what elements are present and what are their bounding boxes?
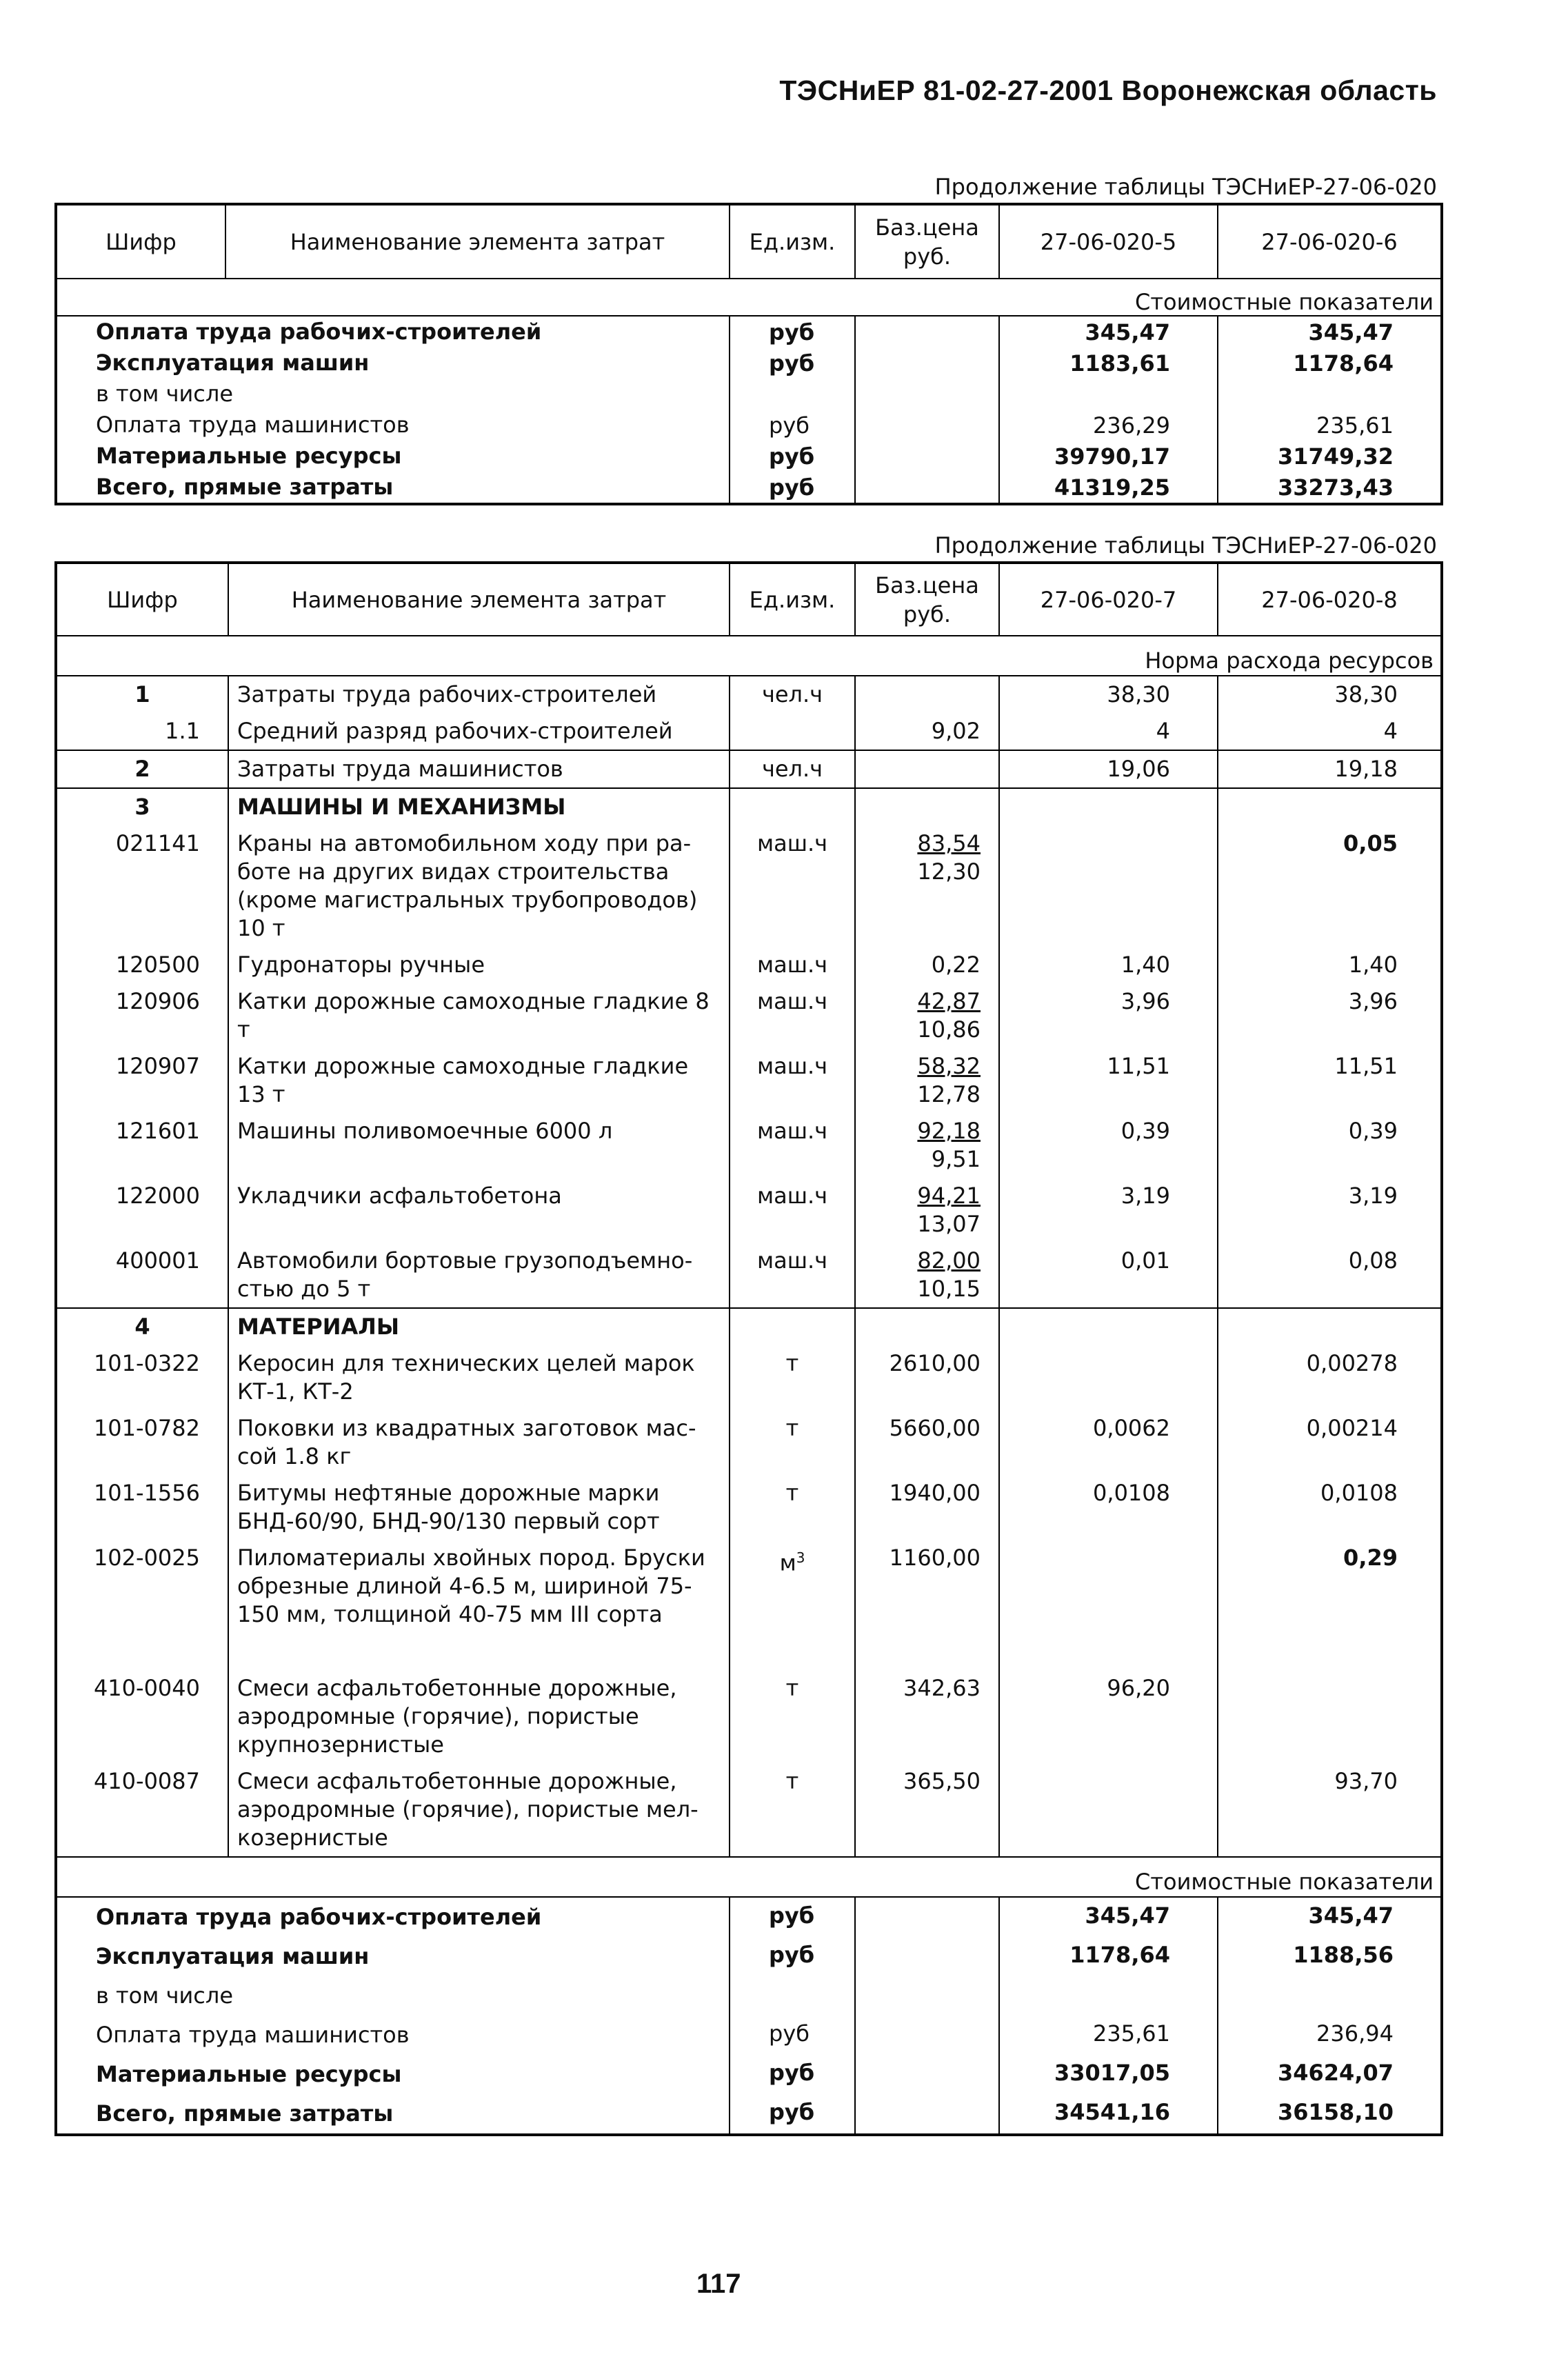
norm-row-value-1: 3,96 <box>999 983 1218 1048</box>
norm-row-value-1: 0,0062 <box>999 1410 1218 1475</box>
cost-row <box>56 348 1442 379</box>
norm-row-value-2: 0,05 <box>1343 830 1398 856</box>
cost-row <box>56 472 1442 504</box>
cost-row-unit: руб <box>730 1897 855 1937</box>
norm-row-name: Затраты труда рабочих-строителей <box>228 676 730 713</box>
norm-table-2 <box>54 561 1443 2136</box>
cost-row-unit: руб <box>730 2055 855 2094</box>
cost-row-name: Всего, прямые затраты <box>56 2094 730 2135</box>
cost-row-unit: руб <box>730 1937 855 1976</box>
norm-row <box>56 1178 1442 1243</box>
cost-row-unit: руб <box>730 316 855 348</box>
norm-row-name: Смеси асфальтобетонные дорожные, аэродромные (горячие), пористые крупнозернистые <box>228 1633 730 1763</box>
norm-row-value-2: 19,18 <box>1218 750 1442 788</box>
norm-row-unit: маш.ч <box>730 947 855 983</box>
norm-row-value-1: 4 <box>999 713 1218 750</box>
norm-row-price <box>855 947 999 983</box>
norm-row-value-2: 3,19 <box>1348 1183 1398 1209</box>
norm-row-code: 122000 <box>56 1178 228 1243</box>
norm-row-unit <box>730 1308 855 1345</box>
price-value: 2610,00 <box>889 1350 981 1376</box>
norm-row-price <box>855 1410 999 1475</box>
norm-row-name: Катки дорожные самоходные гладкие 8 т <box>228 983 730 1048</box>
price-value: 58,32 <box>917 1053 981 1079</box>
cost-row-value-1: 39790,17 <box>999 441 1218 472</box>
norm-row-value-1: 1,40 <box>999 947 1218 983</box>
norm-row-code: 410-0040 <box>56 1633 228 1763</box>
cost-row-value-2: 1188,56 <box>1293 1942 1394 1968</box>
norm-row-unit <box>730 1540 855 1633</box>
norm-row <box>56 713 1442 750</box>
norm-row-code: 101-0782 <box>56 1410 228 1475</box>
price-value: 83,54 <box>917 830 981 856</box>
cost-row-price <box>855 316 999 348</box>
cost-row-value-2: 1178,64 <box>1293 350 1394 376</box>
norm-row-price <box>855 1178 999 1243</box>
norm-row <box>56 825 1442 947</box>
cost-row-value-1: 33017,05 <box>999 2055 1218 2094</box>
section-label: Норма расхода ресурсов <box>56 636 1442 676</box>
cost-row-name: Материальные ресурсы <box>56 441 730 472</box>
col-header-code: Шифр <box>56 563 228 636</box>
price-value-secondary: 10,15 <box>917 1276 981 1302</box>
cost-row-value-1: 235,61 <box>999 2016 1218 2055</box>
table1-section-row <box>56 279 1442 316</box>
norm-row-price <box>855 1475 999 1540</box>
norm-row <box>56 1113 1442 1178</box>
cost-row-unit: руб <box>730 410 855 441</box>
col-header-value-1: 27-06-020-5 <box>999 204 1218 279</box>
cost-row-value-2: 36158,10 <box>1277 2099 1394 2125</box>
cost-row-price <box>855 1937 999 1976</box>
norm-row-value-1: 0,39 <box>999 1113 1218 1178</box>
table2-cost-section-row <box>56 1857 1442 1897</box>
cost-row-value-1: 1183,61 <box>999 348 1218 379</box>
cost-row-price <box>855 2094 999 2135</box>
norm-row-value-2: 1,40 <box>1348 952 1398 978</box>
norm-row-name: Машины поливомоечные 6000 л <box>228 1113 730 1178</box>
norm-row <box>56 750 1442 788</box>
norm-row-value-1 <box>999 1763 1218 1857</box>
norm-row-code: 120500 <box>56 947 228 983</box>
col-header-unit: Ед.изм. <box>730 204 855 279</box>
price-value: 92,18 <box>917 1118 981 1144</box>
cost-row-name: Всего, прямые затраты <box>56 472 730 504</box>
norm-row <box>56 1540 1442 1633</box>
cost-row <box>56 1976 1442 2016</box>
cost-row-name: Эксплуатация машин <box>56 1937 730 1976</box>
norm-row-price <box>855 1633 999 1763</box>
norm-row-unit: т <box>730 1410 855 1475</box>
norm-row <box>56 947 1442 983</box>
cost-row <box>56 379 1442 410</box>
price-value: 42,87 <box>917 988 981 1014</box>
norm-row-name: Автомобили бортовые грузоподъемно-стью до 5 т <box>228 1243 730 1308</box>
norm-row-value-2 <box>1218 1633 1442 1763</box>
cost-row-value-2 <box>1218 379 1442 410</box>
cost-row-name: Оплата труда машинистов <box>56 410 730 441</box>
price-value-secondary: 12,78 <box>917 1081 981 1107</box>
cost-row <box>56 2094 1442 2135</box>
norm-row-value-2: 0,00214 <box>1306 1415 1398 1441</box>
table2-section-row <box>56 636 1442 676</box>
norm-row-name: Укладчики асфальтобетона <box>228 1178 730 1243</box>
norm-row <box>56 1633 1442 1763</box>
norm-row-unit: маш.ч <box>730 1178 855 1243</box>
norm-row-name: Краны на автомобильном ходу при ра-боте на других видах строительства (кроме магистральных трубопроводов) 10 т <box>228 825 730 947</box>
cost-row-unit <box>730 1976 855 2016</box>
norm-row-value-1: 96,20 <box>999 1633 1218 1763</box>
norm-row-value-2 <box>1218 788 1442 825</box>
norm-row-code: 3 <box>56 788 228 825</box>
cost-table-1 <box>54 203 1443 505</box>
norm-row-value-2: 3,96 <box>1348 988 1398 1014</box>
cost-row <box>56 1897 1442 1937</box>
price-value: 0,22 <box>931 952 981 978</box>
col-header-code: Шифр <box>56 204 225 279</box>
cost-row <box>56 1937 1442 1976</box>
norm-row-value-1: 3,19 <box>999 1178 1218 1243</box>
cost-row <box>56 2055 1442 2094</box>
col-header-value-2: 27-06-020-6 <box>1218 204 1442 279</box>
cost-row-value-1 <box>999 379 1218 410</box>
norm-row-unit: маш.ч <box>730 983 855 1048</box>
table1-caption: Продолжение таблицы ТЭСНиЕР-27-06-020 <box>934 174 1437 200</box>
cost-row-price <box>855 441 999 472</box>
cost-row-name: Эксплуатация машин <box>56 348 730 379</box>
norm-row-value-1 <box>999 1540 1218 1633</box>
norm-row <box>56 676 1442 713</box>
price-value: 5660,00 <box>889 1415 981 1441</box>
price-value: 82,00 <box>917 1247 981 1274</box>
cost-row-unit: руб <box>730 2016 855 2055</box>
norm-row-value-1 <box>999 1345 1218 1410</box>
col-header-value-2: 27-06-020-8 <box>1218 563 1442 636</box>
norm-row-name: Катки дорожные самоходные гладкие 13 т <box>228 1048 730 1113</box>
norm-row-price <box>855 1345 999 1410</box>
price-value-secondary: 12,30 <box>917 858 981 885</box>
price-value-secondary: 10,86 <box>917 1016 981 1043</box>
unit-superscript: 3 <box>796 1549 805 1566</box>
norm-row-unit: маш.ч <box>730 1048 855 1113</box>
norm-row-code: 102-0025 <box>56 1540 228 1633</box>
norm-row-code: 121601 <box>56 1113 228 1178</box>
cost-row-price <box>855 472 999 504</box>
cost-row-value-1: 1178,64 <box>999 1937 1218 1976</box>
col-header-price: Баз.цена руб. <box>855 204 999 279</box>
cost-row-value-2: 345,47 <box>1308 319 1394 345</box>
table1-header-row <box>56 204 1442 279</box>
norm-row-value-2: 0,39 <box>1348 1118 1398 1144</box>
norm-row-price <box>855 1308 999 1345</box>
norm-row-name: Керосин для технических целей марок КТ-1, КТ-2 <box>228 1345 730 1410</box>
norm-row <box>56 1243 1442 1308</box>
norm-row-unit: т <box>730 1633 855 1763</box>
norm-row-unit: т <box>730 1763 855 1857</box>
cost-row-value-1: 345,47 <box>999 316 1218 348</box>
section-label: Стоимостные показатели <box>56 279 1442 316</box>
unit-text: м <box>779 1549 796 1576</box>
norm-row-code: 101-1556 <box>56 1475 228 1540</box>
page-number: 117 <box>696 2269 741 2299</box>
norm-row-code: 101-0322 <box>56 1345 228 1410</box>
norm-row-value-2: 0,00278 <box>1306 1350 1398 1376</box>
norm-row-value-1 <box>999 1308 1218 1345</box>
cost-row-price <box>855 348 999 379</box>
price-value-secondary: 13,07 <box>917 1211 981 1237</box>
norm-row-value-1: 0,01 <box>999 1243 1218 1308</box>
norm-row-price <box>855 983 999 1048</box>
cost-row-price <box>855 1976 999 2016</box>
cost-row-value-2: 236,94 <box>1316 2020 1394 2047</box>
norm-row <box>56 1345 1442 1410</box>
cost-row-unit: руб <box>730 441 855 472</box>
table2-header-row <box>56 563 1442 636</box>
norm-row-value-2: 0,0108 <box>1320 1480 1398 1506</box>
table2-caption: Продолжение таблицы ТЭСНиЕР-27-06-020 <box>934 532 1437 559</box>
norm-row-unit: чел.ч <box>730 750 855 788</box>
norm-row-price <box>855 788 999 825</box>
norm-row-value-2: 0,29 <box>1343 1545 1398 1571</box>
norm-row-value-1 <box>999 788 1218 825</box>
norm-row <box>56 1763 1442 1857</box>
norm-row <box>56 1410 1442 1475</box>
price-value: 1160,00 <box>889 1545 981 1571</box>
price-value: 1940,00 <box>889 1480 981 1506</box>
norm-row-code: 4 <box>56 1308 228 1345</box>
norm-row-code: 021141 <box>56 825 228 947</box>
norm-row-value-2: 4 <box>1383 718 1398 744</box>
norm-row-value-2: 11,51 <box>1334 1053 1398 1079</box>
norm-row-code: 2 <box>56 750 228 788</box>
cost-row-price <box>855 410 999 441</box>
norm-row-unit <box>730 713 855 750</box>
cost-row-value-1: 34541,16 <box>999 2094 1218 2135</box>
norm-row-price <box>855 676 999 713</box>
norm-row-name: Пиломатериалы хвойных пород. Бруски обрезные длиной 4-6.5 м, шириной 75-150 мм, толщиной 40-75 мм III сорта <box>228 1540 730 1633</box>
norm-row-name: МАШИНЫ И МЕХАНИЗМЫ <box>228 788 730 825</box>
norm-row-price <box>855 1763 999 1857</box>
cost-row-value-2: 33273,43 <box>1277 474 1394 501</box>
norm-row-unit: маш.ч <box>730 1113 855 1178</box>
norm-row-name: Битумы нефтяные дорожные марки БНД-60/90, БНД-90/130 первый сорт <box>228 1475 730 1540</box>
cost-section-label: Стоимостные показатели <box>56 1857 1442 1897</box>
norm-row-unit: маш.ч <box>730 825 855 947</box>
norm-row-name: Смеси асфальтобетонные дорожные, аэродромные (горячие), пористые мел-козернистые <box>228 1763 730 1857</box>
norm-row-value-1 <box>999 825 1218 947</box>
cost-row-name: Оплата труда рабочих-строителей <box>56 1897 730 1937</box>
norm-row-price <box>855 1243 999 1308</box>
cost-row-name: Материальные ресурсы <box>56 2055 730 2094</box>
norm-row-code: 400001 <box>56 1243 228 1308</box>
norm-row-value-1: 11,51 <box>999 1048 1218 1113</box>
norm-row-code: 1 <box>56 676 228 713</box>
norm-row-price <box>855 1048 999 1113</box>
norm-row-code: 120907 <box>56 1048 228 1113</box>
norm-row-price <box>855 1540 999 1633</box>
norm-row <box>56 1048 1442 1113</box>
cost-row-name: в том числе <box>56 379 730 410</box>
norm-row <box>56 983 1442 1048</box>
price-value-secondary: 9,51 <box>931 1146 981 1172</box>
norm-row-value-1: 0,0108 <box>999 1475 1218 1540</box>
cost-row-unit: руб <box>730 2094 855 2135</box>
cost-row-unit: руб <box>730 472 855 504</box>
norm-row-name: Гудронаторы ручные <box>228 947 730 983</box>
cost-row-value-2 <box>1218 1976 1442 2016</box>
norm-row <box>56 788 1442 825</box>
col-header-name: Наименование элемента затрат <box>228 563 730 636</box>
price-value: 9,02 <box>931 718 981 744</box>
page-header-title: ТЭСНиЕР 81-02-27-2001 Воронежская область <box>779 74 1437 106</box>
cost-row-value-1: 41319,25 <box>999 472 1218 504</box>
cost-row-unit <box>730 379 855 410</box>
norm-row-price <box>855 1113 999 1178</box>
norm-row-unit: т <box>730 1345 855 1410</box>
col-header-unit: Ед.изм. <box>730 563 855 636</box>
norm-row-code: 1.1 <box>56 713 228 750</box>
norm-row-name: Затраты труда машинистов <box>228 750 730 788</box>
cost-row <box>56 410 1442 441</box>
norm-row-value-2: 0,08 <box>1348 1247 1398 1274</box>
norm-row-price <box>855 750 999 788</box>
norm-row-code: 410-0087 <box>56 1763 228 1857</box>
cost-row <box>56 441 1442 472</box>
cost-row <box>56 316 1442 348</box>
norm-row-value-1: 38,30 <box>999 676 1218 713</box>
norm-row-name: Средний разряд рабочих-строителей <box>228 713 730 750</box>
col-header-price: Баз.цена руб. <box>855 563 999 636</box>
cost-row <box>56 2016 1442 2055</box>
norm-row-unit: маш.ч <box>730 1243 855 1308</box>
cost-row-name: Оплата труда рабочих-строителей <box>56 316 730 348</box>
norm-row-name: Поковки из квадратных заготовок мас-сой 1.8 кг <box>228 1410 730 1475</box>
cost-row-value-1: 345,47 <box>999 1897 1218 1937</box>
col-header-value-1: 27-06-020-7 <box>999 563 1218 636</box>
cost-row-price <box>855 1897 999 1937</box>
price-value: 94,21 <box>917 1183 981 1209</box>
cost-row-price <box>855 2055 999 2094</box>
norm-row <box>56 1308 1442 1345</box>
cost-row-value-2: 31749,32 <box>1277 443 1394 470</box>
cost-row-value-2: 345,47 <box>1308 1902 1394 1929</box>
norm-row-unit <box>730 788 855 825</box>
cost-row-unit: руб <box>730 348 855 379</box>
cost-row-value-2: 34624,07 <box>1277 2060 1394 2086</box>
cost-row-value-1: 236,29 <box>999 410 1218 441</box>
norm-row-code: 120906 <box>56 983 228 1048</box>
price-value: 342,63 <box>903 1675 981 1701</box>
norm-row <box>56 1475 1442 1540</box>
price-value: 365,50 <box>903 1768 981 1794</box>
cost-row-price <box>855 2016 999 2055</box>
norm-row-value-2: 38,30 <box>1334 681 1398 707</box>
norm-row-price <box>855 713 999 750</box>
norm-row-value-2 <box>1218 1308 1442 1345</box>
cost-row-price <box>855 379 999 410</box>
norm-row-price <box>855 825 999 947</box>
norm-row-name: МАТЕРИАЛЫ <box>228 1308 730 1345</box>
cost-row-name: Оплата труда машинистов <box>56 2016 730 2055</box>
cost-row-value-2: 235,61 <box>1316 412 1394 439</box>
norm-row-value-2: 93,70 <box>1334 1768 1398 1794</box>
col-header-name: Наименование элемента затрат <box>225 204 730 279</box>
norm-row-value-1: 19,06 <box>999 750 1218 788</box>
cost-row-value-1 <box>999 1976 1218 2016</box>
norm-row-unit: чел.ч <box>730 676 855 713</box>
cost-row-name: в том числе <box>56 1976 730 2016</box>
norm-row-unit: т <box>730 1475 855 1540</box>
